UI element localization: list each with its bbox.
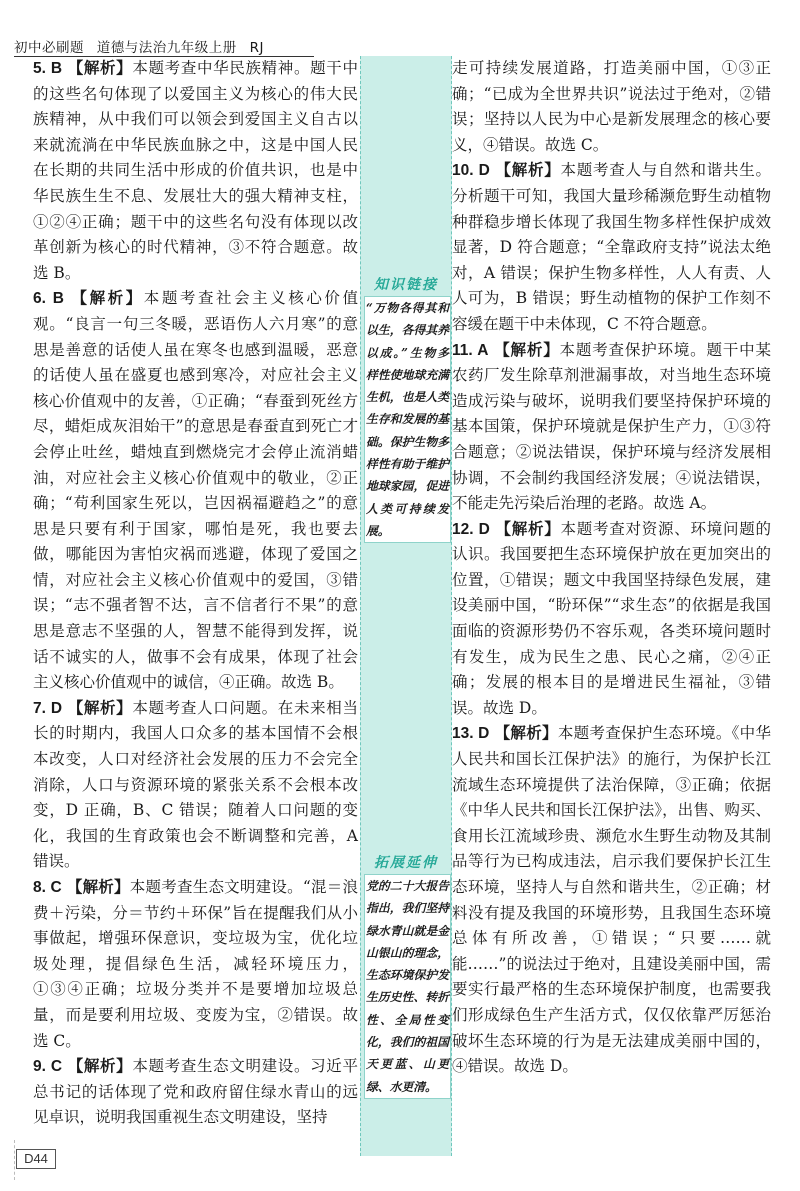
answer-item <box>33 875 358 1054</box>
subject-name: 道德与法治九年级上册 <box>96 40 237 56</box>
answer-text: 本题考查保护生态环境。《中华人民共和国长江保护法》的施行，为保护长江流域生态环境提供了法治保障，③正确；依据《中华人民共和国长江保护法》，出售、购买、食用长江流域珍贵、濒危水生野生动物及其制品等行为已构成违法，启示我们要保护长江生态环境，坚持人与自然和谐共生，②正确；材料没有提及我国的环境形势，且我国生态环境总体有所改善，①错误；“只要……就能……”的说法过于绝对，且建设美丽中国，需要实行最严格的生态环境保护制度，也需要我们形成绿色生产生活方式，仅仅依靠严厉惩治破坏生态环境的行为是无法建成美丽中国的，④错误。故选 D。 <box>452 724 771 1076</box>
question-number: 5. B <box>33 60 63 77</box>
answer-item <box>33 56 358 286</box>
analysis-tag: 【解析】 <box>67 698 133 717</box>
knowledge-title: 知识链接 <box>374 277 438 293</box>
question-number: 6. B <box>33 290 64 308</box>
answer-text: 本题考查人口问题。在未来相当长的时期内，我国人口众多的基本国情不会根本改变，人口对经济社会发展的压力不会完全消除，人口与资源环境的紧张关系不会根本改变，D 正确，B、C 错误；随着人口问题的变化，我国的生育政策也会不断调整和完善，A 错误。 <box>33 698 358 871</box>
analysis-tag: 【解析】 <box>495 161 561 180</box>
analysis-tag: 【解析】 <box>67 1057 133 1076</box>
series-name: 初中必刷题 <box>14 40 84 56</box>
page-number: D44 <box>16 1149 56 1169</box>
question-number: 8. C <box>33 879 62 896</box>
analysis-tag: 【解析】 <box>494 724 558 743</box>
answer-item <box>33 286 358 696</box>
answer-item <box>452 158 771 337</box>
answer-text: 本题考查中华民族精神。题干中的这些名句体现了以爱国主义为核心的伟大民族精神，从中我们可以领会到爱国主义自古以来就流淌在中华民族血脉之中，这是中国人民在长期的共同生活中形成的价值共识，也是中华民族生生不息、发展壮大的强大精神支柱，①②④正确；题干中的这些名句没有体现以改革创新为核心的时代精神，③不符合题意。故选 B。 <box>33 59 358 282</box>
question-number: 9. C <box>33 1058 63 1076</box>
answer-text: 本题考查社会主义核心价值观。“良言一句三冬暖，恶语伤人六月寒”的意思是善意的话使人虽在寒冬也感到温暖，恶意的话使人虽在盛夏也感到寒冷，对应社会主义核心价值观中的友善，①正确；“春蚕到死丝方尽，蜡炬成灰泪始干”的意思是春蚕直到死亡才会停止吐丝，蜡烛直到燃烧完才会停止流消蜡油，对应社会主义核心价值观中的敬业，②正确；“苟利国家生死以，岂因祸福避趋之”的意思是只要有利于国家，哪怕是死，我也要去做，哪能因为害怕灾祸而逃避，体现了爱国之情，对应社会主义核心价值观中的爱国，③错误；“志不强者智不达，言不信者行不果”的意思是意志不坚强的人，智慧不能得到发挥，说话不诚实的人，做事不会有成果，体现了社会主义核心价值观中的诚信，④正确。故选 B。 <box>33 289 358 692</box>
answer-text: 本题考查对资源、环境问题的认识。我国要把生态环境保护放在更加突出的位置，①错误；题文中我国坚持绿色发展，建设美丽中国，“盼环保”“求生态”的依据是我国面临的资源形势仍不容乐观，各类环境问题时有发生，成为民生之患、民心之痛，②④正确；发展的根本目的是增进民生福祉，③错误。故选 D。 <box>452 519 771 717</box>
extension-box: 党的二十大报告指出，我们坚持绿水青山就是金山银山的理念，生态环境保护发生历史性、转折性、全局性变化，我们的祖国天更蓝、山更绿、水更清。 <box>364 874 451 1099</box>
answer-item <box>452 721 771 1079</box>
edition-label: RJ <box>249 40 264 56</box>
analysis-tag: 【解析】 <box>67 59 133 77</box>
knowledge-box: “万物各得其和以生，各得其养以成。”生物多样性使地球充满生机，也是人类生存和发展的基础。保护生物多样性有助于维护地球家园，促进人类可持续发展。 <box>364 296 451 543</box>
question-number: 7. D <box>33 699 63 717</box>
answer-text: 本题考查生态文明建设。“混＝浪费＋污染，分＝节约＋环保”旨在提醒我们从小事做起，增强环保意识，变垃圾为宝，优化垃圾处理，提倡绿色生活，减轻环境压力，①③④正确；垃圾分类并不是要增加垃圾总量，而是要利用垃圾、变废为宝，②错误。故选 C。 <box>33 878 358 1050</box>
margin-notes <box>360 56 452 1156</box>
question-number: 10. D <box>452 162 490 180</box>
answer-text: 本题考查生态文明建设。习近平总书记的话体现了党和政府留住绿水青山的远见卓识，说明我国重视生态文明建设，坚持 <box>33 1057 358 1127</box>
answer-text: 本题考查人与自然和谐共生。分析题干可知，我国大量珍稀濒危野生动植物种群稳步增长体现了我国生物多样性保护成效显著，D 符合题意；“全靠政府支持”说法太绝对，A 错误；保护生物多样性，人人有责、人人可为，B 错误；野生动植物的保护工作刻不容缓在题干中未体现，C 不符合题意。 <box>452 161 771 333</box>
analysis-tag: 【解析】 <box>495 519 561 538</box>
analysis-tag: 【解析】 <box>494 340 560 359</box>
question-number: 13. D <box>452 725 490 743</box>
analysis-tag: 【解析】 <box>66 878 130 896</box>
margin-dotted-line <box>0 1140 15 1180</box>
left-column <box>33 56 358 1131</box>
answer-item <box>452 56 771 158</box>
answer-item <box>33 1054 358 1131</box>
right-column <box>452 56 771 1080</box>
extension-title: 拓展延伸 <box>374 855 438 871</box>
page-header <box>14 36 314 56</box>
question-number: 12. D <box>452 520 490 538</box>
analysis-tag: 【解析】 <box>71 289 144 308</box>
answer-text: 本题考查保护环境。题干中某农药厂发生除草剂泄漏事故，对当地生态环境造成污染与破坏，说明我们要坚持保护环境的基本国策，保护环境就是保护生产力，①③符合题意；②说法错误，保护环境与经济发展相协调，不会制约我国经济发展；④说法错误，不能走先污染后治理的老路。故选 A。 <box>452 340 771 513</box>
answer-item <box>452 338 771 517</box>
answer-item <box>33 696 358 875</box>
question-number: 11. A <box>452 341 489 359</box>
answer-text: 走可持续发展道路，打造美丽中国，①③正确；“已成为全世界共识”说法过于绝对，②错误；坚持以人民为中心是新发展理念的核心要义，④错误。故选 C。 <box>452 59 771 154</box>
answer-item <box>452 517 771 722</box>
